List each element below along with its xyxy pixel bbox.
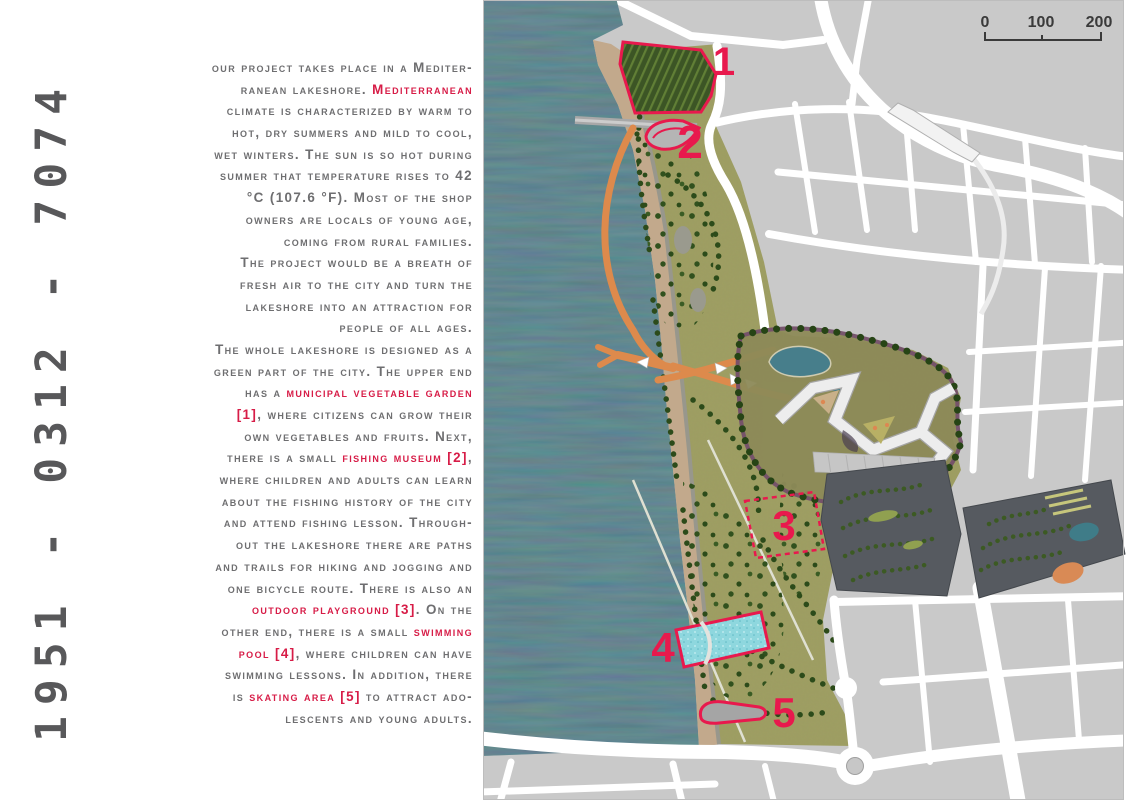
description-line: The whole lakeshore is designed as a [215, 341, 473, 357]
description-line: lakeshore into an attraction for [245, 298, 473, 314]
description-line: pool [4], where children can have [238, 645, 473, 661]
marker-2: 2 [677, 116, 703, 168]
description-line: The project would be a breath of [240, 255, 473, 271]
description-line: fresh air to the city and turn the [240, 276, 473, 292]
marker-3: 3 [772, 502, 796, 549]
description-line: outdoor playground [3]. On the [251, 602, 473, 618]
scale-tick-200: 200 [1085, 14, 1113, 31]
description-line: summer that temperature rises to 42 [220, 168, 473, 184]
description-line: is skating area [5] to attract ado- [232, 688, 473, 704]
description-line: °C (107.6 °F). Most of the shop [246, 190, 473, 206]
scale-tick-0: 0 [980, 14, 990, 31]
scale-tick-100: 100 [1027, 14, 1055, 31]
marker-5: 5 [772, 689, 796, 736]
site-plan-map [483, 0, 1131, 800]
project-description [93, 57, 473, 729]
description-line: there is a small fishing museum [2], [227, 450, 473, 466]
description-line: one bicycle route. There is also an [227, 580, 473, 596]
description-line: about the fishing history of the city [221, 493, 473, 509]
description-line: people of all ages. [339, 320, 473, 336]
description-line: own vegetables and fruits. Next, [244, 428, 473, 444]
description-line: wet winters. The sun is so hot during [214, 146, 473, 162]
description-line: [1], where citizens can grow their [236, 407, 473, 422]
description-line: and trails for hiking and jogging and [215, 558, 473, 574]
description-line: swimming lessons. In addition, there [225, 667, 473, 683]
description-line: has a municipal vegetable garden [245, 385, 473, 401]
description-line: green part of the city. The upper end [213, 363, 473, 379]
description-line: climate is characterized by warm to [226, 103, 473, 119]
description-line: hot, dry summers and mild to cool, [232, 125, 473, 141]
marker-1: 1 [712, 40, 736, 84]
description-line: and attend fishing lesson. Through- [223, 515, 473, 531]
description-line: coming from rural families. [283, 233, 473, 249]
area-vegetable-garden [620, 42, 716, 113]
description-line: other end, there is a small swimming [221, 623, 473, 639]
description-line: ranean lakeshore. Mediterranean [240, 81, 473, 97]
description-line: our project takes place in a Mediter- [211, 60, 473, 75]
project-id: 1951 - 0312 - 7074 [27, 78, 77, 742]
marker-4: 4 [651, 624, 675, 671]
description-line: owners are locals of young age, [245, 211, 473, 227]
description-line: where children and adults can learn [219, 472, 473, 488]
plaza-west [821, 460, 961, 596]
description-line: lescents and young adults. [285, 710, 473, 726]
description-line: out the lakeshore there are paths [236, 537, 473, 553]
